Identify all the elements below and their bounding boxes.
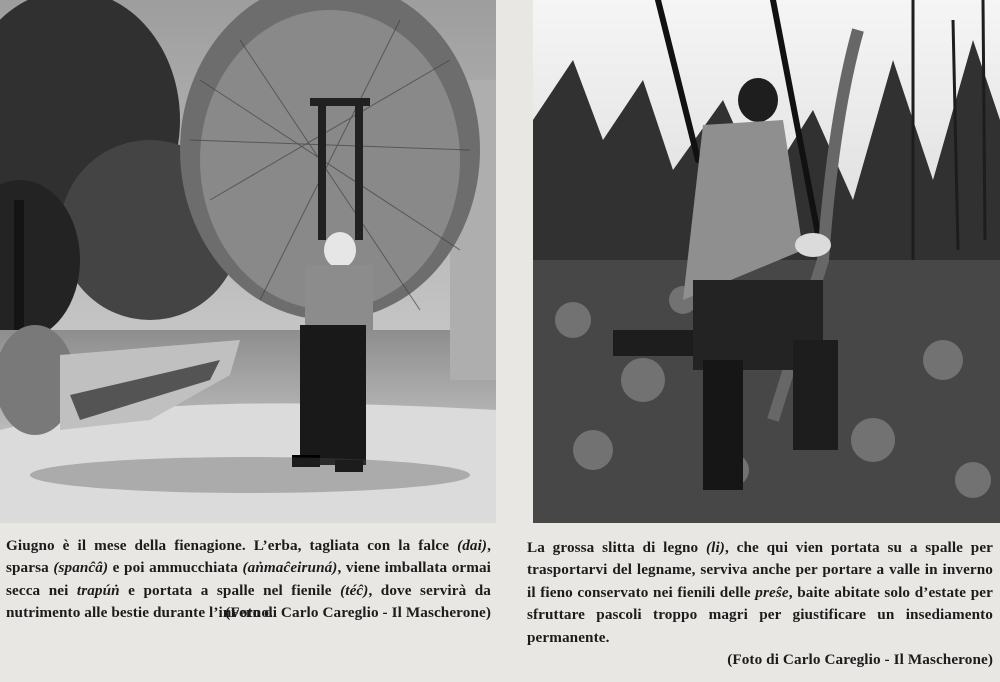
caption-text: Giugno è il mese della fienagione. L’erba, tagliata con la falce bbox=[6, 537, 458, 554]
caption-haymaking bbox=[6, 535, 491, 625]
photo-haymaking bbox=[0, 0, 496, 523]
caption-italic-term: (spanĉâ) bbox=[53, 559, 109, 577]
caption-text: , dove servirà da nutrimento alle bestie durante l’inverno. bbox=[6, 581, 492, 622]
caption-italic-term: preŝe bbox=[755, 583, 789, 601]
photo-credit: (Foto di Carlo Careglio - Il Mascherone) bbox=[727, 651, 993, 669]
caption-text: La grossa slitta di legno bbox=[527, 539, 707, 556]
caption-italic-term: (téĉ) bbox=[340, 581, 369, 599]
caption-text: , sparsa bbox=[6, 537, 491, 577]
caption-italic-term: (aṅmaĉeiruná) bbox=[242, 559, 338, 577]
caption-italic-term: (li) bbox=[706, 539, 725, 556]
photo-sled-carrying bbox=[533, 0, 1000, 523]
caption-text: e poi ammucchiata bbox=[108, 559, 243, 577]
caption-text: , viene imballata ormai secca nei bbox=[6, 559, 491, 599]
caption-text: e portata a spalle nel fienile bbox=[119, 581, 341, 599]
photo-credit: (Foto di Carlo Careglio - Il Mascherone) bbox=[225, 604, 491, 622]
photo-haymaking-image bbox=[0, 0, 496, 523]
caption-text: , baite abitate solo d’estate per sfruttare pascoli troppo magri per giustificare un insediamento permanente. bbox=[527, 583, 993, 646]
caption-text: , che qui vien portata su a spalle per trasportarvi del legname, serviva anche per portare a valle in inverno il fieno conservato nei fienili delle bbox=[527, 539, 993, 601]
caption-italic-term: (dai) bbox=[457, 537, 488, 554]
caption-italic-term: trapúṅ bbox=[76, 581, 120, 599]
caption-sled bbox=[527, 537, 993, 671]
photo-sled-image bbox=[533, 0, 1000, 523]
